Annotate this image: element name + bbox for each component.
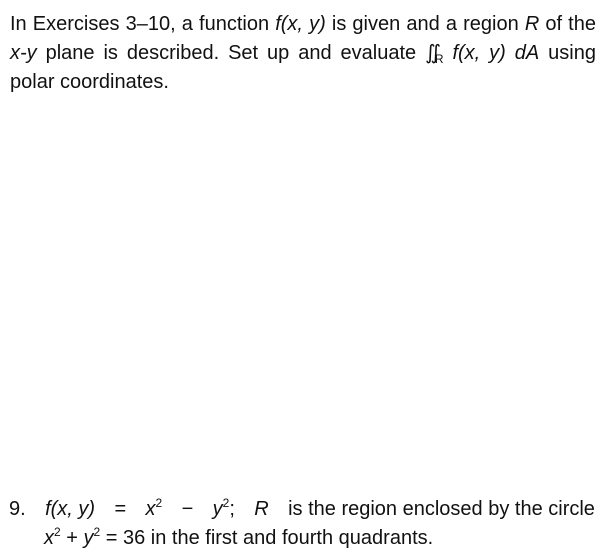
xy-plane-label: x-y: [10, 42, 37, 64]
minus-sign: −: [181, 498, 194, 520]
exercise-function: f(x, y): [45, 498, 96, 520]
region-symbol: R: [524, 13, 540, 35]
exercise-line-1: [9, 495, 595, 524]
equals-sign: =: [114, 498, 127, 520]
integrand: f(x, y): [452, 42, 506, 64]
region-description-2: in the first and fourth quadrants.: [145, 527, 434, 549]
region-symbol: R: [254, 498, 269, 520]
instructions-paragraph: [10, 10, 596, 97]
intro-text-1: In Exercises 3–10, a function: [10, 13, 276, 35]
intro-text-2: is given and a region: [325, 13, 525, 35]
exponent: 2: [155, 496, 163, 510]
integral-region-subscript: R: [434, 52, 444, 66]
area-element: dA: [505, 42, 540, 64]
var-y: y: [212, 498, 223, 520]
exponent: 2: [222, 496, 230, 510]
exponent: 2: [54, 525, 61, 539]
region-description-1: is the region enclosed by the circle: [288, 498, 595, 520]
circle-radius-equation: = 36: [105, 527, 146, 549]
var-y: y: [83, 527, 94, 549]
exercise-number: 9.: [9, 498, 26, 520]
function-expression: [146, 495, 163, 524]
plus-sign: +: [66, 527, 78, 549]
var-x: x: [44, 527, 54, 549]
double-integral-sign: ∬: [425, 42, 435, 64]
semicolon: ;: [229, 498, 235, 520]
intro-text-5: using polar coordinates.: [10, 42, 596, 93]
exercise-9: [9, 495, 595, 553]
exercise-line-2: [9, 524, 595, 553]
function-notation: f(x, y): [275, 13, 326, 35]
var-x: x: [145, 498, 156, 520]
function-expression-y: [213, 495, 235, 524]
double-integral-expression: [425, 42, 539, 64]
exponent: 2: [93, 525, 101, 539]
intro-text-3: of the: [539, 13, 596, 35]
intro-text-4: plane is described. Set up and evaluate: [36, 42, 426, 64]
